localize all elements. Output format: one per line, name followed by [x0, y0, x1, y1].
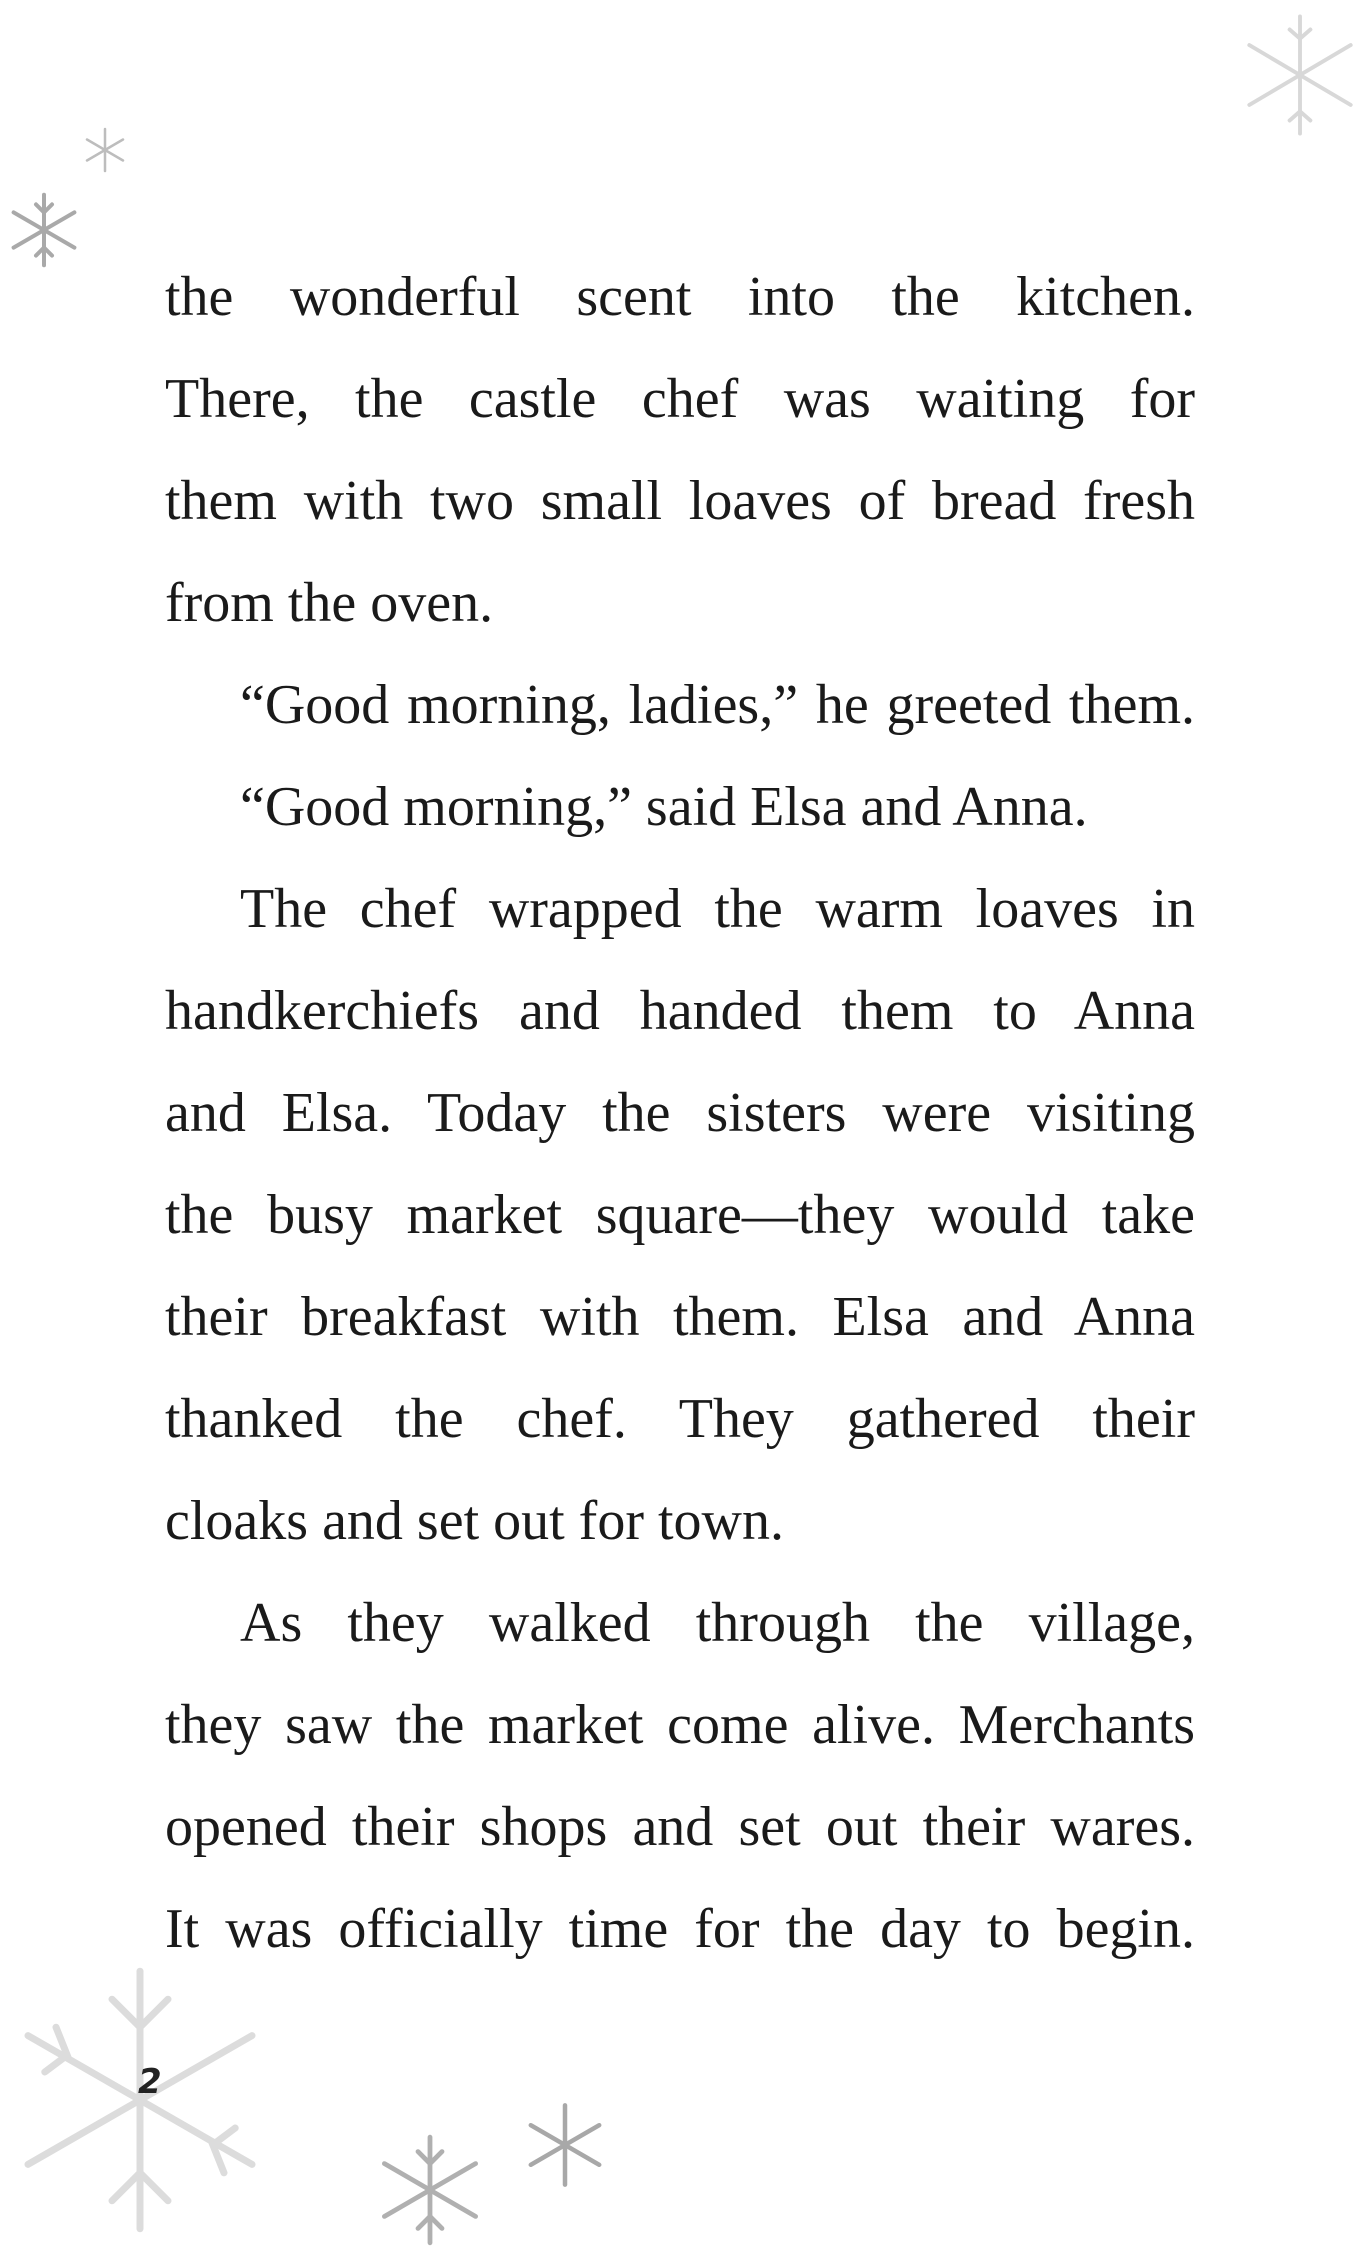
- snowflake-icon: [4, 190, 84, 270]
- text-line: “Good morning,” said Elsa and Anna.: [240, 776, 1088, 838]
- snowflake-icon: [1235, 0, 1365, 150]
- text-line: It was officially time for the day to begin.: [165, 1898, 1195, 1960]
- snowflake-icon: [80, 125, 130, 175]
- snowflake-icon: [520, 2100, 610, 2190]
- text-line: from the oven.: [165, 572, 494, 634]
- text-line: the busy market square—they would take: [165, 1184, 1195, 1246]
- text-line: There, the castle chef was waiting for: [165, 368, 1195, 430]
- text-line: thanked the chef. They gathered their: [165, 1388, 1195, 1450]
- snowflake-icon: [360, 2130, 500, 2250]
- body-text: [165, 246, 1195, 1980]
- text-line: opened their shops and set out their wares.: [165, 1796, 1195, 1858]
- text-line: handkerchiefs and handed them to Anna: [165, 980, 1195, 1042]
- text-line: “Good morning, ladies,” he greeted them.: [240, 674, 1195, 736]
- text-line: cloaks and set out for town.: [165, 1490, 784, 1552]
- text-line: The chef wrapped the warm loaves in: [240, 878, 1195, 940]
- page-number: 2: [138, 2062, 162, 2102]
- text-line: their breakfast with them. Elsa and Anna: [165, 1286, 1195, 1348]
- text-line: As they walked through the village,: [240, 1592, 1195, 1654]
- text-line: and Elsa. Today the sisters were visiting: [165, 1082, 1195, 1144]
- text-line: them with two small loaves of bread fresh: [165, 470, 1195, 532]
- text-line: the wonderful scent into the kitchen.: [165, 266, 1195, 328]
- text-line: they saw the market come alive. Merchants: [165, 1694, 1195, 1756]
